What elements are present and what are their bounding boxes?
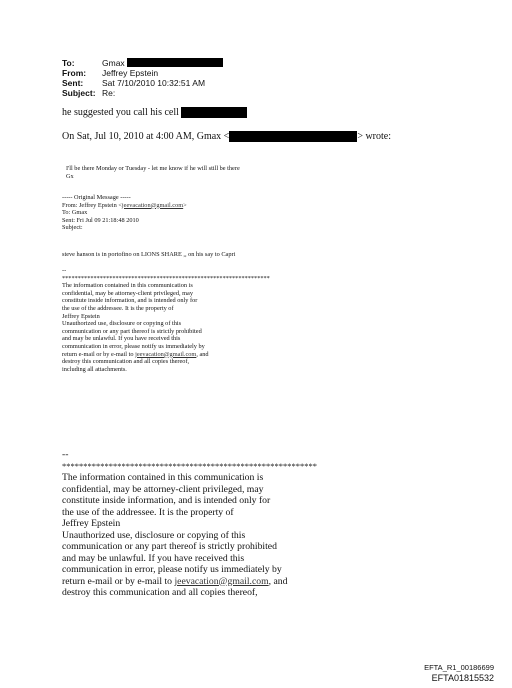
subject-label: Subject: [62,88,96,98]
disclaimer-line: and may be unlawful. If you have received this [62,552,245,564]
from-suffix: > [183,201,187,209]
quoted-reply [66,165,240,180]
bates-number: EFTA01815532 [431,673,494,683]
disclaimer-line: Unauthorized use, disclosure or copying of this [62,529,246,541]
reply-text: he suggested you call his cell [62,107,179,118]
disclaimer-line: the use of the addressee. It is the property of [62,506,234,518]
signature-dash: -- [62,267,67,274]
disclaimer-line: confidential, may be attorney-client privileged, may [62,483,264,495]
quote-attribution [62,131,391,142]
return-suffix: , and [268,575,288,587]
disclaimer-return-line [62,351,270,359]
to-label: To: [62,58,75,68]
to-value: Gmax [102,58,125,68]
original-message-header [62,194,187,232]
return-suffix: , and [196,350,209,358]
sent-label: Sent: [62,78,84,88]
disclaimer-line: communication or any part thereof is strictly prohibited [62,327,202,335]
original-message-body: steve hanson is in portofino on LIONS SHARE ,, on his say to Capri [62,251,236,258]
return-prefix: return e-mail or by e-mail to [62,350,136,358]
disclaimer-line: constitute inside information, and is intended only for [62,297,198,305]
quoted-disclaimer [62,267,270,373]
quoted-reply-line: I'll be there Monday or Tuesday - let me know if he will still be there [66,165,240,172]
original-to: To: Gmax [62,209,88,217]
attribution-prefix: On Sat, Jul 10, 2010 at 4:00 AM, Gmax < [62,131,230,142]
from-value: Jeffrey Epstein [102,68,159,78]
star-divider: ************************************************************ [62,460,317,471]
email-header [62,58,223,98]
email-link[interactable]: jeevacation@gmail.com [135,350,197,358]
disclaimer-line: Jeffrey Epstein [62,518,121,529]
from-label: From: [62,68,87,78]
disclaimer-line: destroy this communication and all copies thereof, [62,358,190,366]
redaction-box [229,131,357,142]
signature-dash: -- [62,449,69,460]
return-prefix: return e-mail or by e-mail to [62,575,175,587]
disclaimer-line: confidential, may be attorney-client privileged, may [62,289,193,297]
subject-value: Re: [102,88,116,98]
sent-value: Sat 7/10/2010 10:32:51 AM [102,78,206,88]
disclaimer-line: including all attachments. [62,365,127,373]
quoted-reply-signoff: Gx [66,172,74,180]
signature-disclaimer [62,449,317,599]
reply-line [62,107,247,118]
disclaimer-line: Jeffrey Epstein [62,312,100,320]
redaction-box [181,107,247,118]
redaction-box [127,58,223,67]
disclaimer-line: destroy this communication and all copies thereof, [62,587,258,598]
email-link[interactable]: jeevacation@gmail.com [121,201,184,209]
disclaimer-line: communication in error, please notify us immediately by [62,342,205,350]
disclaimer-line: Unauthorized use, disclosure or copying of this [62,320,182,328]
original-subject: Subject: [62,224,83,232]
disclaimer-line: communication in error, please notify us immediately by [62,564,282,575]
disclaimer-line: and may be unlawful. If you have received this [62,335,181,343]
disclaimer-return-line [62,576,317,588]
original-message-title: ----- Original Message ----- [62,194,131,201]
original-sent: Sent: Fri Jul 09 21:18:48 2010 [62,216,139,224]
original-from [62,202,187,210]
disclaimer-line: The information contained in this communication is [62,282,193,290]
attribution-suffix: > wrote: [357,131,391,142]
disclaimer-line: communication or any part thereof is strictly prohibited [62,541,277,552]
document-id: EFTA_R1_00186699 [424,663,494,672]
disclaimer-line: The information contained in this communication is [62,472,264,483]
email-link[interactable]: jeevacation@gmail.com [174,575,269,587]
disclaimer-line: the use of the addressee. It is the property of [62,304,174,312]
from-prefix: From: Jeffrey Epstein < [62,201,122,209]
disclaimer-line: constitute inside information, and is intended only for [62,495,271,506]
star-divider: ****************************************************************** [62,274,270,282]
